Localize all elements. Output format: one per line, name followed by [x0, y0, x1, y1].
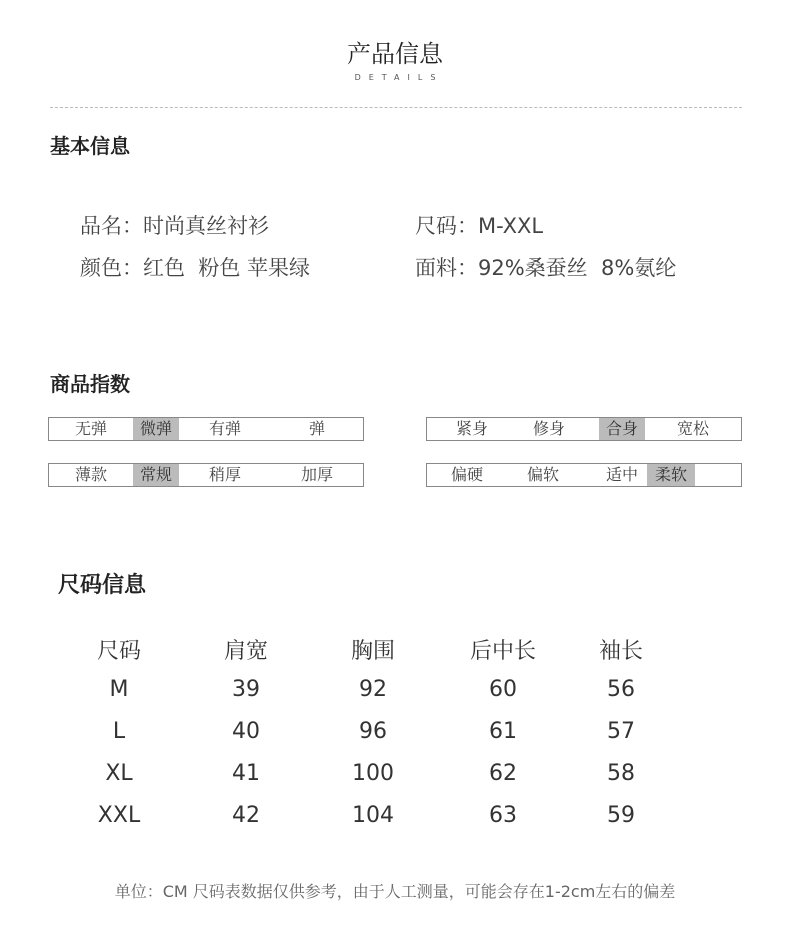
- size-label: 尺码：: [415, 214, 478, 238]
- scale-option-selected: 合身: [599, 418, 645, 440]
- table-cell: 60: [489, 677, 517, 702]
- scale-option: 加厚: [300, 465, 333, 484]
- table-cell: 92: [359, 677, 387, 702]
- table-cell: 96: [359, 719, 387, 744]
- fit-scale: [426, 417, 742, 441]
- scale-option: 稍厚: [208, 465, 241, 484]
- elasticity-scale: [48, 417, 364, 441]
- table-cell: 59: [607, 803, 635, 828]
- table-cell: L: [112, 719, 126, 744]
- table-cell: 40: [232, 719, 260, 744]
- scale-option: 适中: [605, 465, 638, 484]
- page-subtitle: DETAILS: [354, 73, 444, 82]
- table-cell: 39: [232, 677, 260, 702]
- product-name: [80, 210, 269, 240]
- table-cell: 56: [607, 677, 635, 702]
- scale-option-selected: 常规: [133, 464, 179, 486]
- scale-option: 有弹: [208, 419, 241, 438]
- table-header-cell: 袖长: [598, 639, 643, 664]
- scale-option: 偏硬: [450, 465, 483, 484]
- table-cell: 58: [607, 761, 635, 786]
- size-value: M-XXL: [478, 214, 544, 238]
- measurement-note: 单位：CM 尺码表数据仅供参考，由于人工测量，可能会存在1-2cm左右的偏差: [114, 882, 676, 901]
- table-cell: 61: [489, 719, 517, 744]
- table-header-cell: 胸围: [350, 639, 395, 664]
- scale-option-selected: 微弹: [133, 418, 179, 440]
- indices-heading: 商品指数: [50, 372, 130, 396]
- thickness-scale: [48, 463, 364, 487]
- table-cell: M: [109, 677, 129, 702]
- table-cell: 42: [232, 803, 260, 828]
- color-value: 红色 粉色 苹果绿: [143, 256, 311, 280]
- table-header-cell: 后中长: [469, 639, 536, 664]
- scale-option: 无弹: [74, 419, 107, 438]
- table-cell: 41: [232, 761, 260, 786]
- softness-scale: [426, 463, 742, 487]
- scale-option-selected: 柔软: [647, 464, 695, 486]
- product-color: [80, 252, 310, 282]
- table-cell: XXL: [97, 803, 141, 828]
- divider: [50, 107, 742, 108]
- page-title: 产品信息: [347, 40, 443, 68]
- table-header-cell: 尺码: [96, 639, 141, 664]
- scale-option: 紧身: [455, 419, 488, 438]
- basic-info-heading: 基本信息: [50, 134, 130, 158]
- scale-option: 宽松: [676, 419, 709, 438]
- product-material: [415, 252, 676, 282]
- table-cell: 104: [352, 803, 394, 828]
- table-cell: 57: [607, 719, 635, 744]
- material-label: 面料：: [415, 256, 478, 280]
- table-cell: 100: [352, 761, 394, 786]
- table-header-cell: 肩宽: [223, 639, 268, 664]
- table-cell: 63: [489, 803, 517, 828]
- table-cell: XL: [105, 761, 133, 786]
- name-label: 品名：: [80, 214, 143, 238]
- size-info-heading: 尺码信息: [58, 573, 147, 598]
- color-label: 颜色：: [80, 256, 143, 280]
- scale-option: 弹: [308, 419, 325, 438]
- scale-option: 偏软: [526, 465, 559, 484]
- name-value: 时尚真丝衬衫: [143, 214, 269, 238]
- product-size: [415, 210, 543, 240]
- scale-option: 薄款: [74, 465, 107, 484]
- table-cell: 62: [489, 761, 517, 786]
- scale-option: 修身: [532, 419, 565, 438]
- scale-spacer: [695, 464, 741, 486]
- material-value: 92%桑蚕丝 8%氨纶: [478, 256, 677, 280]
